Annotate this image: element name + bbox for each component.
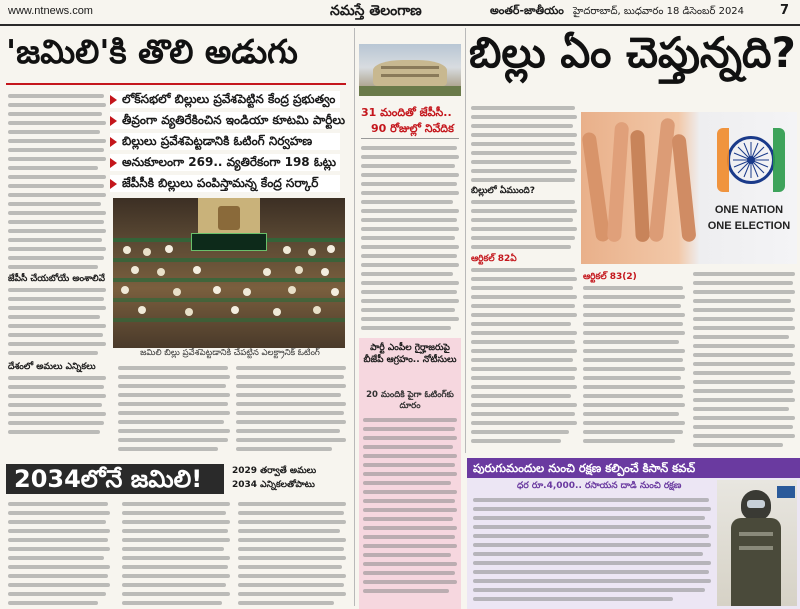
center-column	[357, 26, 463, 609]
bullet-arrow-icon	[110, 116, 117, 126]
vote-display-board	[191, 233, 267, 251]
right-headline: బిల్లు ఏం చెప్తున్నది?	[469, 28, 796, 77]
bottom-story	[0, 458, 352, 609]
kisan-headline: పురుగుమందుల నుంచి రక్షణ కల్పించే కిసాన్ కవచ్	[473, 461, 696, 475]
raised-hand	[581, 132, 610, 243]
parliament-vote-photo	[113, 198, 345, 348]
center-caption-1: 31 మందితో జేపీసీ..	[361, 106, 452, 119]
banner-sign	[777, 486, 795, 498]
bjp-box-headline: పార్టీ ఎంపీల గైర్హాజరుపై బీజేపీ ఆగ్రహం.. నోటీసులు	[363, 343, 457, 365]
raised-hand	[649, 118, 676, 243]
bottom-headline: 2034లోనే జమిలి!	[14, 465, 203, 493]
speaker-chair	[218, 206, 240, 230]
subhead-elections: దేశంలో అమలు ఎన్నికలు	[8, 362, 96, 372]
right-story	[467, 26, 800, 456]
one-election-text: ONE ELECTION	[707, 220, 791, 232]
kisan-kavach-photo	[717, 480, 797, 606]
bjp-notice-box	[359, 338, 461, 609]
bjp-box-sub: 20 మందికి పైగా ఓటింగ్‌కు దూరం	[366, 390, 454, 411]
raised-hand	[671, 134, 696, 243]
bullet-5: జేపీసీకి బిల్లులు పంపిస్తామన్న కేంద్ర సర్కార్	[110, 175, 340, 192]
masthead	[0, 0, 800, 26]
photo-caption: జమిలి బిల్లు ప్రవేశపెట్టడానికి చేపట్టిన ఎలక్ట్రానిక్ ఓటింగ్	[140, 348, 320, 358]
website-url[interactable]: www.ntnews.com	[8, 5, 93, 17]
one-nation-text: ONE NATION	[714, 204, 784, 216]
raised-hand	[607, 122, 629, 243]
right-subhead-1: బిల్లులో ఏముంది?	[471, 186, 536, 196]
ashoka-chakra-icon	[727, 136, 775, 184]
raised-hand	[630, 130, 650, 243]
bullet-4: అనుకూలంగా 269.. వ్యతిరేకంగా 198 ఓట్లు	[110, 154, 340, 171]
bottom-right-story	[467, 458, 800, 609]
bullet-arrow-icon	[110, 137, 117, 147]
goggles	[747, 500, 765, 508]
column-divider	[354, 28, 355, 606]
center-caption-2: 90 రోజుల్లో నివేదిక	[371, 122, 454, 135]
bottom-subhead-1: 2029 తర్వాతే అమలు	[232, 466, 317, 476]
bullet-2: తీవ్రంగా వ్యతిరేకించిన ఇండియా కూటమి పార్టీలు	[110, 112, 340, 129]
parliament-building-photo	[359, 44, 461, 96]
headline-rule	[6, 83, 346, 85]
bullet-arrow-icon	[110, 179, 117, 189]
right-subhead-3: ఆర్టికల్ 83(2)	[583, 272, 637, 282]
left-story	[0, 26, 352, 458]
page-number: 7	[780, 3, 790, 18]
bullet-arrow-icon	[110, 95, 117, 105]
left-headline: 'జమిలి'కి తొలి అడుగు	[6, 32, 298, 71]
bullet-arrow-icon	[110, 158, 117, 168]
bottom-subhead-2: 2034 ఎన్నికలతోపాటు	[232, 480, 315, 490]
column-divider	[465, 28, 466, 453]
one-nation-infographic	[581, 112, 797, 264]
bullet-3: బిల్లులు ప్రవేశపెట్టడానికి ఓటింగ్ నిర్వహణ	[110, 133, 340, 150]
right-subhead-2: ఆర్టికల్ 82ఏ	[471, 254, 517, 264]
paper-name: నమస్తే తెలంగాణ	[330, 3, 422, 19]
kisan-subhead: ధర రూ.4,000.. రసాయన దాడి నుంచి రక్షణ	[517, 481, 682, 491]
dateline: హైదరాబాద్, బుధవారం 18 డిసెంబర్ 2024	[573, 6, 745, 17]
bullet-1: లోక్‌సభలో బిల్లులు ప్రవేశపెట్టిన కేంద్ర ప్రభుత్వం	[110, 91, 340, 108]
building-shape	[373, 60, 447, 86]
section-label: అంతర్-జాతీయం	[490, 4, 564, 17]
subhead-jpc: జేపీసీ చేయబోయే అంశాలివే	[8, 274, 106, 284]
